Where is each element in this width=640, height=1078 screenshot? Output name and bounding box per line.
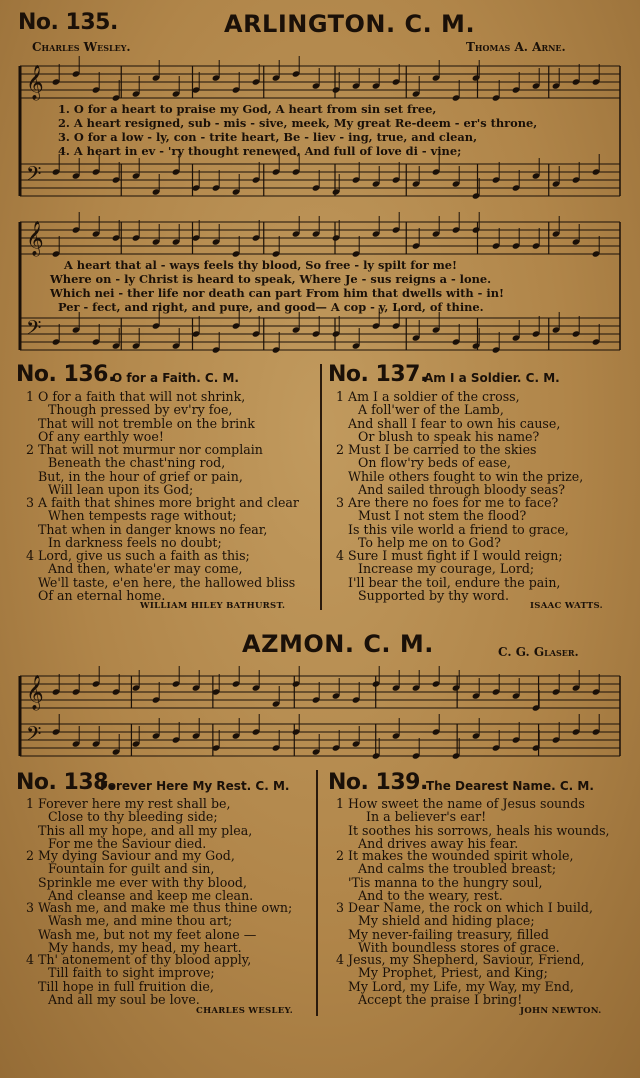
hymn-136-stanza-3: 3 A faith that shines more bright and clear When tempests rage without; That when in danger knows no fear, In darkness feels no doubt; bbox=[26, 495, 299, 551]
hymn-135-lyric-7: Which nei - ther life nor death can part From him that dwells with - in! bbox=[50, 286, 504, 300]
column-divider-bottom bbox=[316, 770, 318, 1016]
hymn-139-stanza-1: 1 How sweet the name of Jesus sounds In a believer's ear! It soothes his sorrows, heals his wounds, And drives away his fear. bbox=[336, 796, 610, 852]
column-divider-top bbox=[320, 364, 322, 610]
hymn-138-title: Forever Here My Rest. C. M. bbox=[100, 779, 290, 793]
hymn-138-stanza-3: 3 Wash me, and make me thus thine own; Wash me, and mine thou art; Wash me, but not my feet alone — My hands, my head, my heart. bbox=[26, 900, 293, 956]
hymn-135-lyric-5: A heart that al - ways feels thy blood, So free - ly spilt for me! bbox=[64, 258, 458, 272]
hymn-136-stanza-4: 4 Lord, give us such a faith as this; And then, whate'er may come, We'll taste, e'en here, the hallowed bliss Of an eternal home. bbox=[26, 548, 296, 604]
hymn-138-stanza-4: 4 Th' atonement of thy blood apply, Till faith to sight improve; Till hope in full fruition die, And all my soul be love. bbox=[26, 952, 252, 1008]
hymn-138-number: No. 138. bbox=[16, 770, 116, 795]
hymn-135-lyric-2: 2. A heart resigned, sub - mis - sive, meek, My great Re-deem - er's throne, bbox=[58, 116, 538, 130]
hymn-135-lyric-8: Per - fect, and right, and pure, and good— A cop - y, Lord, of thine. bbox=[58, 300, 484, 314]
hymn-139-stanza-4: 4 Jesus, my Shepherd, Saviour, Friend, My Prophet, Priest, and King; My Lord, my Life, my Way, my End, Accept the praise I bring! bbox=[336, 952, 585, 1008]
arlington-system-1-treble-clef-icon: 𝄞 bbox=[26, 65, 44, 100]
hymn-137-author: ISAAC WATTS. bbox=[530, 601, 603, 611]
hymn-137-stanza-2: 2 Must I be carried to the skies On flow'ry beds of ease, While others fought to win the prize, And sailed through bloody seas? bbox=[336, 442, 584, 498]
hymn-135-lyric-3: 3. O for a low - ly, con - trite heart, Be - liev - ing, true, and clean, bbox=[58, 130, 478, 144]
hymn-135-lyric-6: Where on - ly Christ is heard to speak, Where Je - sus reigns a - lone. bbox=[50, 272, 492, 286]
hymn-138-author: CHARLES WESLEY. bbox=[196, 1006, 294, 1016]
azmon-tune-title: AZMON. C. M. bbox=[242, 630, 434, 658]
hymn-136-author: WILLIAM HILEY BATHURST. bbox=[140, 601, 286, 611]
hymn-137-stanza-4: 4 Sure I must fight if I would reign; Increase my courage, Lord; I'll bear the toil, endure the pain, Supported by thy word. bbox=[336, 548, 563, 604]
hymn-135-number: No. 135. bbox=[18, 10, 118, 35]
hymn-139-number: No. 139. bbox=[328, 770, 428, 795]
hymn-135-lyric-1: 1. O for a heart to praise my God, A heart from sin set free, bbox=[58, 102, 437, 116]
hymn-135-composer: Thomas A. Arne. bbox=[466, 40, 566, 54]
hymn-139-title: The Dearest Name. C. M. bbox=[426, 779, 594, 793]
hymn-137-stanza-3: 3 Are there no foes for me to face? Must I not stem the flood? Is this vile world a friend to grace, To help me on to God? bbox=[336, 495, 569, 551]
arlington-system-2-bass-clef-icon: 𝄢 bbox=[26, 316, 42, 344]
hymn-136-stanza-1: 1 O for a faith that will not shrink, Though pressed by ev'ry foe, That will not tremble on the brink Of any earthly woe! bbox=[26, 389, 255, 445]
hymn-139-stanza-3: 3 Dear Name, the rock on which I build, My shield and hiding place; My never-failing treasury, filled With boundless stores of grace. bbox=[336, 900, 593, 956]
hymn-139-author: JOHN NEWTON. bbox=[520, 1006, 602, 1016]
hymn-136-stanza-2: 2 That will not murmur nor complain Beneath the chast'ning rod, But, in the hour of grief or pain, Will lean upon its God; bbox=[26, 442, 263, 498]
hymn-136-number: No. 136. bbox=[16, 362, 116, 387]
hymn-135-lyric-4: 4. A heart in ev - 'ry thought renewed, And full of love di - vine; bbox=[58, 144, 462, 158]
hymn-137-title: Am I a Soldier. C. M. bbox=[424, 371, 560, 385]
azmon-system-treble-clef-icon: 𝄞 bbox=[26, 675, 44, 710]
hymn-135-tune-title: ARLINGTON. C. M. bbox=[224, 10, 476, 38]
arlington-system-1-bass-clef-icon: 𝄢 bbox=[26, 162, 42, 190]
hymn-137-stanza-1: 1 Am I a soldier of the cross, A foll'wer of the Lamb, And shall I fear to own his cause, Or blush to speak his name? bbox=[336, 389, 561, 445]
arlington-system-2-treble-clef-icon: 𝄞 bbox=[26, 221, 44, 256]
hymn-138-stanza-2: 2 My dying Saviour and my God, Fountain for guilt and sin, Sprinkle me ever with thy blood, And cleanse and keep me clean. bbox=[26, 848, 254, 904]
azmon-composer: C. G. Glaser. bbox=[498, 645, 579, 659]
hymn-138-stanza-1: 1 Forever here my rest shall be, Close to thy bleeding side; This all my hope, and all my plea, For me the Saviour died. bbox=[26, 796, 253, 852]
hymn-139-stanza-2: 2 It makes the wounded spirit whole, And calms the troubled breast; 'Tis manna to the hungry soul, And to the weary, rest. bbox=[336, 848, 574, 904]
hymn-137-number: No. 137. bbox=[328, 362, 428, 387]
hymn-136-title: O for a Faith. C. M. bbox=[112, 371, 239, 385]
azmon-system-bass-clef-icon: 𝄢 bbox=[26, 722, 42, 750]
hymn-135-poet: Charles Wesley. bbox=[32, 40, 131, 54]
